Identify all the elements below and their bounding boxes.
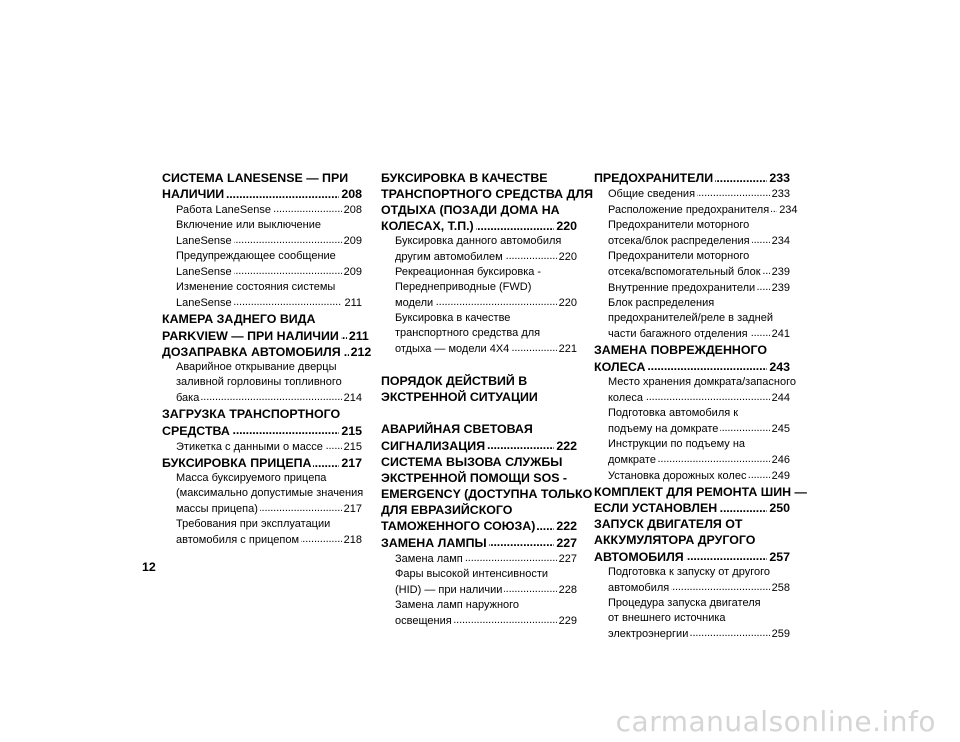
toc-page-number: 214 xyxy=(343,392,362,405)
dot-leader xyxy=(201,390,341,401)
toc-entry-text: Изменение состояния системы xyxy=(176,281,336,294)
toc-entry-text: ПРЕДОХРАНИТЕЛИ xyxy=(594,171,714,186)
dot-leader xyxy=(750,326,770,337)
toc-page-number: 233 xyxy=(769,171,790,186)
toc-subsection[interactable] xyxy=(162,249,362,280)
toc-page-number: 222 xyxy=(556,438,577,453)
dot-leader xyxy=(511,341,556,352)
toc-section[interactable] xyxy=(381,421,577,453)
toc-page-number: 245 xyxy=(771,422,790,435)
toc-entry-text: СИГНАЛИЗАЦИЯ xyxy=(381,438,486,453)
dot-leader xyxy=(234,295,343,306)
dot-leader xyxy=(489,534,555,546)
section-gap xyxy=(381,357,577,373)
toc-entry-text: ЕСЛИ УСТАНОВЛЕН xyxy=(594,501,718,516)
toc-entry-text: (максимально допустимые значения xyxy=(176,486,364,499)
dot-leader xyxy=(715,170,767,182)
dot-leader xyxy=(686,548,768,560)
toc-page-number: 234 xyxy=(771,235,790,248)
toc-page-number: 208 xyxy=(341,187,362,202)
toc-entry-text: Замена ламп xyxy=(395,552,463,565)
toc-entry-text: КОМПЛЕКТ ДЛЯ РЕМОНТА ШИН — xyxy=(594,484,807,499)
dot-leader xyxy=(234,233,342,244)
toc-page-number: 241 xyxy=(771,328,790,341)
toc-page-number: 220 xyxy=(556,219,577,234)
toc-page-number: 211 xyxy=(344,297,362,310)
toc-subsection[interactable] xyxy=(594,375,796,406)
toc-page-number: 259 xyxy=(771,627,790,640)
toc-entry-text: автомобиля с прицепом xyxy=(176,533,300,546)
toc-entry-text: части багажного отделения xyxy=(608,328,748,341)
dot-leader xyxy=(301,532,342,543)
dot-leader xyxy=(487,437,554,449)
toc-page-number: 249 xyxy=(771,469,790,482)
toc-entry-text: Предохранители моторного xyxy=(608,219,750,232)
toc-entry-text: другим автомобилем xyxy=(395,251,503,264)
page-number: 12 xyxy=(142,560,156,574)
toc-entry-text: БУКСИРОВКА В КАЧЕСТВЕ xyxy=(381,171,548,185)
watermark-text: carmanualsonline.info xyxy=(615,705,936,738)
toc-entry-text: Подготовка автомобиля к xyxy=(608,406,739,419)
toc-entry-text: ЗАМЕНА ЛАМПЫ xyxy=(381,535,487,550)
toc-entry-text: отсека/вспомогательный блок xyxy=(608,266,761,279)
dot-leader xyxy=(658,452,770,463)
toc-subsection[interactable] xyxy=(594,218,790,249)
toc-section[interactable] xyxy=(162,455,362,471)
toc-subsection[interactable] xyxy=(162,360,362,406)
toc-entry-text: Буксировка данного автомобиля xyxy=(395,235,562,248)
dot-leader xyxy=(647,358,767,370)
toc-entry-text: массы прицепа) xyxy=(176,502,258,515)
toc-entry-text: Этикетка с данными о массе xyxy=(176,440,323,453)
toc-page-number: 217 xyxy=(341,455,362,470)
dot-leader xyxy=(690,626,769,637)
toc-entry-text: Фары высокой интенсивности xyxy=(395,567,548,580)
dot-leader xyxy=(435,295,556,306)
toc-page-number: 211 xyxy=(348,328,369,343)
dot-leader xyxy=(697,186,770,197)
dot-leader xyxy=(273,202,342,213)
toc-entry-text: ЗАГРУЗКА ТРАНСПОРТНОГО xyxy=(162,407,341,422)
toc-entry-text: Масса буксируемого прицепа xyxy=(176,471,327,484)
toc-entry-text: Аварийное открывание дверцы xyxy=(176,361,337,374)
toc-section[interactable] xyxy=(381,454,593,534)
toc-entry-text: Установка дорожных колес xyxy=(608,469,747,482)
toc-entry-text: Место хранения домкрата/запасного xyxy=(608,375,796,388)
toc-entry-text: освещения xyxy=(395,614,452,627)
dot-leader xyxy=(232,422,340,434)
toc-entry-text: EMERGENCY (ДОСТУПНА ТОЛЬКО xyxy=(381,486,593,501)
toc-entry-text: электроэнергии xyxy=(608,627,689,640)
toc-entry-text: Расположение предохранителя xyxy=(608,204,770,217)
toc-page-number: 228 xyxy=(558,583,577,596)
toc-entry-text: Общие сведения xyxy=(608,188,696,201)
toc-page-number: 217 xyxy=(343,502,362,515)
toc-page-number: 227 xyxy=(556,535,577,550)
toc-page-number: 209 xyxy=(343,266,362,279)
toc-page-number: 239 xyxy=(771,282,790,295)
toc-page-number: 250 xyxy=(769,501,790,516)
toc-section[interactable] xyxy=(381,534,577,550)
toc-entry-text: отдыха — модели 4X4 xyxy=(395,343,510,356)
toc-entry-text: домкрате xyxy=(608,453,656,466)
toc-subsection[interactable] xyxy=(594,437,790,468)
dot-leader xyxy=(671,580,769,591)
toc-subsection[interactable] xyxy=(381,311,577,357)
toc-entry-text: PARKVIEW — ПРИ НАЛИЧИИ xyxy=(162,328,339,343)
toc-entry-text: ДОЗАПРАВКА АВТОМОБИЛЯ xyxy=(162,345,341,360)
toc-column-3 xyxy=(594,170,807,642)
toc-entry-text: Предохранители моторного xyxy=(608,250,750,263)
toc-entry-text: НАЛИЧИИ xyxy=(162,187,225,202)
toc-subsection[interactable] xyxy=(594,406,790,437)
toc-entry-text: Буксировка в качестве xyxy=(395,312,511,325)
dot-leader xyxy=(476,218,555,230)
toc-subsection[interactable] xyxy=(594,596,790,642)
toc-section[interactable] xyxy=(162,170,362,202)
toc-page-number: 234 xyxy=(779,204,798,217)
toc-entry-text: бака xyxy=(176,392,200,405)
toc-entry-text: БУКСИРОВКА ПРИЦЕПА xyxy=(162,455,312,470)
toc-entry-text: ЭКСТРЕННОЙ СИТУАЦИИ xyxy=(381,390,538,405)
toc-section[interactable] xyxy=(381,170,593,234)
toc-subsection[interactable] xyxy=(162,471,362,517)
toc-subsection[interactable] xyxy=(162,202,362,218)
toc-section[interactable] xyxy=(594,342,790,374)
toc-page-number: 215 xyxy=(341,423,362,438)
dot-leader xyxy=(341,327,347,339)
toc-subsection[interactable] xyxy=(162,517,362,548)
toc-page-number: 220 xyxy=(558,251,577,264)
dot-leader xyxy=(313,455,339,467)
toc-subsection[interactable] xyxy=(381,598,577,629)
toc-page-number: 218 xyxy=(343,533,362,546)
toc-section[interactable] xyxy=(162,344,372,360)
toc-entry-text: АВТОМОБИЛЯ xyxy=(594,549,684,564)
toc-entry-text: ПОРЯДОК ДЕЙСТВИЙ В xyxy=(381,374,528,389)
toc-entry-text: Подготовка к запуску от другого xyxy=(608,565,770,578)
dot-leader xyxy=(226,186,339,198)
toc-entry-text: модели xyxy=(395,297,434,310)
toc-entry-text: КОЛЕСАХ, Т.П.) xyxy=(381,219,474,234)
toc-entry-text: КАМЕРА ЗАДНЕГО ВИДА xyxy=(162,312,316,327)
dot-leader xyxy=(505,249,557,260)
toc-page-number: 243 xyxy=(769,359,790,374)
toc-page-number: 221 xyxy=(558,343,577,356)
toc-subsection[interactable] xyxy=(381,567,577,598)
dot-leader xyxy=(465,551,557,562)
dot-leader xyxy=(454,613,557,624)
toc-subsection[interactable] xyxy=(594,186,790,202)
toc-entry-text: LaneSense xyxy=(176,297,232,310)
toc-page-number: 222 xyxy=(556,519,577,534)
toc-page-number: 233 xyxy=(771,188,790,201)
toc-page-number: 246 xyxy=(771,453,790,466)
toc-entry-text: ЗАМЕНА ПОВРЕЖДЕННОГО xyxy=(594,343,767,358)
toc-entry-text: ЭКСТРЕННОЙ ПОМОЩИ SOS - xyxy=(381,470,568,485)
toc-page-number: 209 xyxy=(343,235,362,248)
toc-section[interactable] xyxy=(162,311,369,343)
toc-page-number: 227 xyxy=(558,552,577,565)
toc-subsection[interactable] xyxy=(594,565,790,596)
toc-page-number: 239 xyxy=(771,266,790,279)
toc-entry-text: АВАРИЙНАЯ СВЕТОВАЯ xyxy=(381,422,533,437)
dot-leader xyxy=(763,264,770,275)
dot-leader xyxy=(325,439,342,450)
toc-entry-text: транспортного средства для xyxy=(395,327,541,340)
toc-entry-text: LaneSense xyxy=(176,266,232,279)
toc-entry-text: подъему на домкрате xyxy=(608,422,719,435)
toc-entry-text: от внешнего источника xyxy=(608,611,726,624)
toc-subsection[interactable] xyxy=(594,468,790,484)
toc-page-number: 258 xyxy=(771,581,790,594)
toc-entry-text: заливной горловины топливного xyxy=(176,376,342,389)
toc-entry-text: автомобиля xyxy=(608,581,670,594)
dot-leader xyxy=(645,390,770,401)
toc-entry-text: Блок распределения xyxy=(608,297,715,310)
toc-entry-text: Включение или выключение xyxy=(176,219,322,232)
toc-subsection[interactable] xyxy=(162,218,362,249)
dot-leader xyxy=(504,582,556,593)
toc-subsection[interactable] xyxy=(594,280,790,296)
dot-leader xyxy=(752,233,770,244)
toc-column-2 xyxy=(381,170,593,629)
dot-leader xyxy=(719,500,767,512)
toc-section[interactable] xyxy=(594,484,807,516)
toc-entry-text: Процедура запуска двигателя xyxy=(608,596,761,609)
toc-entry-text: (HID) — при наличии xyxy=(395,583,503,596)
toc-entry-text: Переднеприводные (FWD) xyxy=(395,281,532,294)
dot-leader xyxy=(537,518,554,530)
dot-leader xyxy=(343,344,349,356)
toc-page-number: 212 xyxy=(350,345,372,360)
toc-entry-text: ЗАПУСК ДВИГАТЕЛЯ ОТ xyxy=(594,517,743,532)
dot-leader xyxy=(748,468,769,479)
toc-entry-text: СИСТЕМА ВЫЗОВА СЛУЖБЫ xyxy=(381,454,563,469)
toc-section[interactable] xyxy=(162,406,362,438)
dot-leader xyxy=(260,501,342,512)
toc-page-number: 220 xyxy=(558,297,577,310)
toc-subsection[interactable] xyxy=(594,296,790,342)
toc-entry-text: СИСТЕМА LANESENSE — ПРИ xyxy=(162,171,349,185)
dot-leader xyxy=(234,264,342,275)
toc-subsection[interactable] xyxy=(381,551,577,567)
toc-entry-text: ОТДЫХА (ПОЗАДИ ДОМА НА xyxy=(381,203,560,217)
toc-entry-text: Требования при эксплуатации xyxy=(176,517,331,530)
toc-entry-text: ДЛЯ ЕВРАЗИЙСКОГО xyxy=(381,502,513,517)
toc-section[interactable] xyxy=(381,373,577,405)
toc-entry-text: ТАМОЖЕННОГО СОЮЗА) xyxy=(381,519,536,534)
toc-entry-text: Рекреационная буксировка - xyxy=(395,266,542,279)
toc-entry-text: предохранителей/реле в задней xyxy=(608,312,773,325)
toc-subsection[interactable] xyxy=(162,280,362,311)
toc-page-number: 208 xyxy=(343,204,362,217)
toc-entry-text: Работа LaneSense xyxy=(176,204,272,217)
toc-page-number: 257 xyxy=(769,549,790,564)
dot-leader xyxy=(757,280,769,291)
toc-page-number: 244 xyxy=(771,391,790,404)
toc-section[interactable] xyxy=(594,516,790,564)
toc-entry-text: ТРАНСПОРТНОГО СРЕДСТВА ДЛЯ xyxy=(381,187,593,201)
toc-entry-text: АККУМУЛЯТОРА ДРУГОГО xyxy=(594,533,756,548)
toc-subsection[interactable] xyxy=(594,249,790,280)
toc-subsection[interactable] xyxy=(162,439,362,455)
toc-page-number: 215 xyxy=(343,440,362,453)
toc-entry-text: колеса xyxy=(608,391,643,404)
toc-entry-text: Замена ламп наружного xyxy=(395,598,520,611)
toc-section[interactable] xyxy=(594,170,790,186)
toc-entry-text: Внутренние предохранители xyxy=(608,282,756,295)
toc-subsection[interactable] xyxy=(381,265,577,311)
toc-entry-text: КОЛЕСА xyxy=(594,359,646,374)
toc-entry-text: Предупреждающее сообщение xyxy=(176,250,336,263)
toc-subsection[interactable] xyxy=(594,202,798,218)
toc-entry-text: СРЕДСТВА xyxy=(162,423,230,438)
dot-leader xyxy=(720,421,769,432)
section-gap xyxy=(381,405,577,421)
toc-entry-text: отсека/блок распределения xyxy=(608,235,750,248)
toc-subsection[interactable] xyxy=(381,234,577,265)
toc-entry-text: Инструкции по подъему на xyxy=(608,437,746,450)
dot-leader xyxy=(771,202,777,213)
toc-page-number: 229 xyxy=(558,614,577,627)
toc-column-1 xyxy=(162,170,372,548)
toc-entry-text: LaneSense xyxy=(176,235,232,248)
